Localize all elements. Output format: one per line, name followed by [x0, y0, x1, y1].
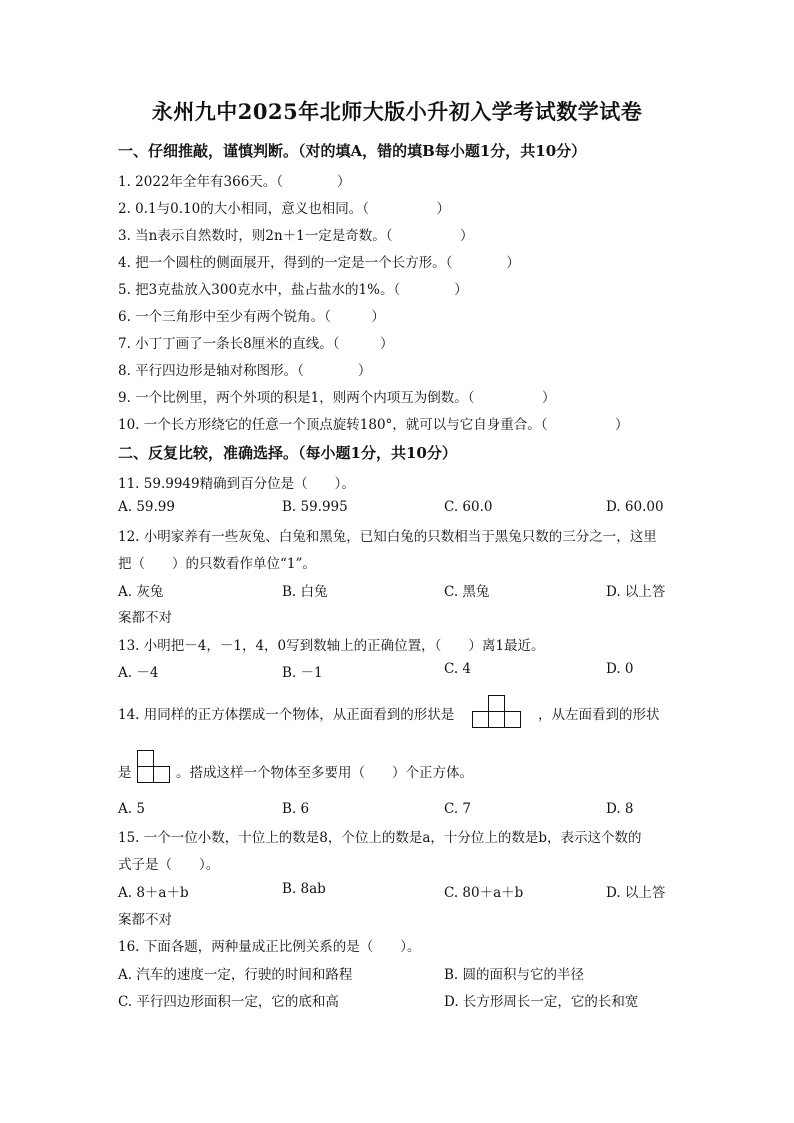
judge-item-6: 6. 一个三角形中至少有两个锐角。（ ） — [118, 309, 385, 325]
front-view-square — [488, 711, 505, 728]
q11-option-b: B. 59.995 — [282, 499, 348, 515]
front-view-figure — [472, 690, 534, 730]
q15-option-d: D. 以上答 — [606, 885, 666, 901]
q15-option-a: A. 8＋a＋b — [118, 885, 189, 901]
q14-stem-part3: 是 — [118, 765, 132, 781]
judge-item-8: 8. 平行四边形是轴对称图形。（ ） — [118, 363, 372, 379]
front-view-square — [488, 695, 505, 712]
q12-option-d: D. 以上答 — [606, 584, 666, 600]
page-title: 永州九中2025年北师大版小升初入学考试数学试卷 — [151, 99, 643, 124]
left-view-square — [137, 750, 154, 767]
left-view-square — [137, 766, 154, 783]
q16-option-b: B. 圆的面积与它的半径 — [444, 967, 585, 983]
q12-stem-line1: 12. 小明家养有一些灰兔、白兔和黑兔，已知白兔的只数相当于黑兔只数的三分之一，这里 — [118, 529, 657, 545]
judge-item-7: 7. 小丁丁画了一条长8厘米的直线。（ ） — [118, 336, 394, 352]
left-view-square — [153, 766, 170, 783]
q14-option-c: C. 7 — [444, 801, 472, 817]
section-1-heading: 一、仔细推敲，谨慎判断。（对的填A，错的填B每小题1分，共10分） — [118, 142, 587, 160]
q11-stem: 11. 59.9949精确到百分位是（ ）。 — [118, 476, 355, 492]
judge-item-4: 4. 把一个圆柱的侧面展开，得到的一定是一个长方形。（ ） — [118, 255, 520, 271]
q14-option-d: D. 8 — [606, 801, 634, 817]
judge-item-2: 2. 0.1与0.10的大小相同，意义也相同。（ ） — [118, 201, 450, 217]
q13-option-a: A. －4 — [118, 665, 159, 681]
section-2-heading: 二、反复比较，准确选择。（每小题1分，共10分） — [118, 444, 457, 462]
q11-option-c: C. 60.0 — [444, 499, 493, 515]
q14-stem-part2: ，从左面看到的形状 — [538, 707, 660, 723]
q16-option-a: A. 汽车的速度一定，行驶的时间和路程 — [118, 967, 353, 983]
q12-stem-line2: 把（ ）的只数看作单位“1”。 — [118, 556, 316, 572]
q14-option-a: A. 5 — [118, 801, 145, 817]
q16-stem: 16. 下面各题，两种量成正比例关系的是（ ）。 — [118, 939, 421, 955]
judge-item-1: 1. 2022年全年有366天。（ ） — [118, 174, 351, 190]
q16-option-c: C. 平行四边形面积一定，它的底和高 — [118, 994, 339, 1010]
q12-option-b: B. 白兔 — [282, 584, 328, 600]
q15-option-b: B. 8ab — [282, 881, 326, 897]
q15-stem-line1: 15. 一个一位小数，十位上的数是8，个位上的数是a，十分位上的数是b，表示这个数的 — [118, 830, 642, 846]
q14-option-b: B. 6 — [282, 801, 310, 817]
front-view-square — [472, 711, 489, 728]
q12-option-c: C. 黑兔 — [444, 584, 490, 600]
judge-item-10: 10. 一个长方形绕它的任意一个顶点旋转180°，就可以与它自身重合。（ ） — [118, 417, 629, 433]
q13-option-d: D. 0 — [606, 661, 634, 677]
q13-option-c: C. 4 — [444, 661, 472, 677]
q15-option-d-continuation: 案都不对 — [118, 912, 172, 928]
q13-stem: 13. 小明把－4，－1，4，0写到数轴上的正确位置，（ ）离1最近。 — [118, 638, 545, 654]
q14-stem-part4: 。搭成这样一个物体至多要用（ ）个正方体。 — [176, 765, 473, 781]
judge-item-3: 3. 当n表示自然数时，则2n＋1一定是奇数。（ ） — [118, 228, 474, 244]
q11-option-d: D. 60.00 — [606, 499, 664, 515]
q11-option-a: A. 59.99 — [118, 499, 175, 515]
left-view-figure — [137, 747, 177, 787]
q16-option-d: D. 长方形周长一定，它的长和宽 — [444, 994, 639, 1010]
q14-stem-part1: 14. 用同样的正方体摆成一个物体，从正面看到的形状是 — [118, 707, 455, 723]
judge-item-5: 5. 把3克盐放入300克水中，盐占盐水的1%。（ ） — [118, 282, 468, 298]
judge-item-9: 9. 一个比例里，两个外项的积是1，则两个内项互为倒数。（ ） — [118, 390, 556, 406]
q12-option-a: A. 灰兔 — [118, 584, 164, 600]
front-view-square — [504, 711, 521, 728]
q15-option-c: C. 80＋a＋b — [444, 885, 524, 901]
q13-option-b: B. －1 — [282, 665, 323, 681]
q12-option-d-continuation: 案都不对 — [118, 610, 172, 626]
q15-stem-line2: 式子是（ ）。 — [118, 857, 220, 873]
